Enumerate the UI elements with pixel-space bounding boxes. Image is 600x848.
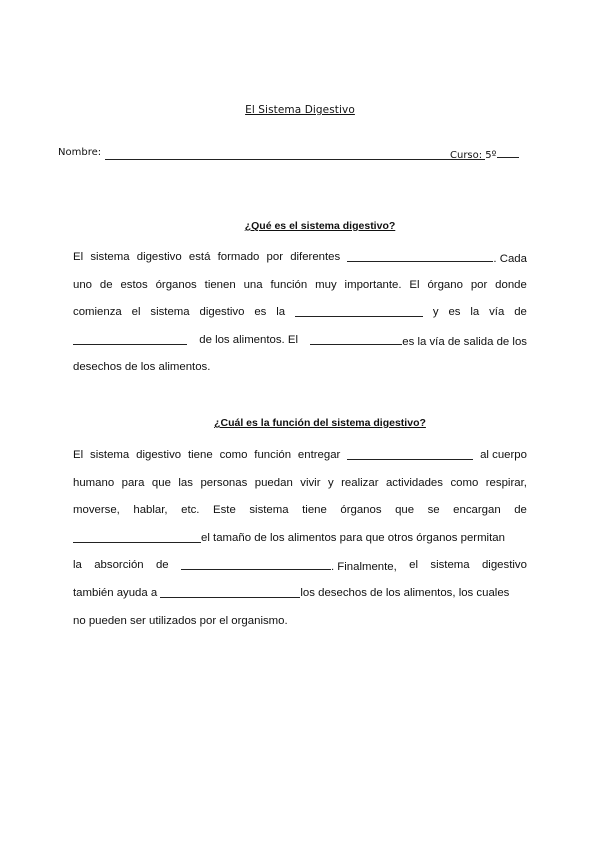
fill-in-blank[interactable]	[181, 558, 331, 570]
word: por	[470, 278, 488, 291]
word: vía	[489, 306, 505, 319]
word: puedan	[254, 476, 293, 489]
word: órgano	[427, 278, 463, 291]
word: comienza	[73, 306, 122, 319]
fill-in-blank[interactable]	[73, 531, 201, 543]
word: uno	[73, 278, 93, 291]
word: como	[450, 476, 479, 489]
word: estos	[120, 278, 148, 291]
word: absorción	[94, 559, 144, 572]
word: El	[73, 449, 84, 461]
word: se	[427, 504, 440, 517]
word: . Finalmente,	[330, 561, 397, 574]
word: que	[151, 476, 171, 489]
word: para	[121, 476, 145, 489]
word: tiene	[302, 504, 327, 517]
course-field	[450, 147, 519, 161]
word: función	[254, 449, 292, 461]
course-input-line[interactable]	[497, 147, 519, 158]
word: de los alimentos. El	[199, 333, 299, 346]
text-line	[73, 614, 527, 642]
section-heading-function: ¿Cuál es la función del sistema digestivo?	[214, 417, 426, 429]
word: diferentes	[290, 251, 341, 263]
word: sistema	[90, 449, 130, 461]
word: formado	[217, 251, 260, 263]
word: sistema	[249, 504, 289, 517]
word: no pueden ser utilizados por el organismo.	[73, 614, 288, 627]
word: como	[219, 449, 248, 461]
word: humano	[73, 476, 115, 489]
word: importante.	[344, 278, 402, 291]
word: personas	[200, 476, 248, 489]
text-line	[73, 531, 527, 559]
word: vivir	[300, 476, 321, 489]
word: hablar,	[133, 504, 168, 517]
text-line	[73, 278, 527, 306]
word: tienen	[204, 278, 236, 291]
word: sistema	[430, 559, 470, 572]
fill-in-blank[interactable]	[295, 305, 423, 317]
word: es	[254, 306, 267, 319]
word: muy	[315, 278, 337, 291]
word: es la vía de salida de los	[402, 335, 527, 348]
fill-in-blank[interactable]	[73, 333, 187, 345]
word: órganos	[340, 504, 382, 517]
word: está	[188, 251, 211, 263]
word: órganos	[155, 278, 197, 291]
word: sistema	[150, 306, 190, 319]
word: digestivo	[481, 559, 527, 572]
word: respirar,	[485, 476, 527, 489]
word: desechos de los alimentos.	[73, 361, 211, 374]
word: digestivo	[136, 251, 182, 263]
word: las	[178, 476, 193, 489]
word: etc.	[181, 504, 200, 517]
blank-with-tail	[181, 558, 397, 574]
word: de	[514, 504, 527, 517]
blank-with-tail	[347, 250, 527, 266]
text-line	[73, 558, 527, 586]
word: sistema	[90, 251, 130, 263]
word: El	[73, 251, 84, 263]
section-heading-what-is: ¿Qué es el sistema digestivo?	[244, 220, 396, 232]
word: de	[514, 306, 527, 319]
word: y	[432, 306, 439, 319]
word: moverse,	[73, 504, 120, 517]
word: encargan	[453, 504, 501, 517]
word: función	[270, 278, 308, 291]
word: de	[99, 278, 113, 291]
word: la	[470, 306, 480, 319]
word: digestivo	[199, 306, 245, 319]
student-info-row	[58, 147, 528, 165]
text-line	[73, 503, 527, 531]
word: también ayuda a	[73, 586, 158, 599]
fill-in-blank[interactable]	[160, 586, 300, 598]
document-title: El Sistema Digestivo	[245, 104, 355, 116]
word: de	[155, 559, 169, 572]
text-line	[73, 305, 527, 333]
text-line	[73, 476, 527, 504]
word: realizar	[341, 476, 379, 489]
word: es	[448, 306, 461, 319]
word: entregar	[297, 449, 341, 461]
fill-in-blank[interactable]	[310, 333, 402, 345]
fill-in-blank[interactable]	[347, 250, 493, 262]
word: donde	[495, 278, 527, 291]
word: una	[243, 278, 263, 291]
name-input-line[interactable]	[105, 159, 485, 160]
word: el tamaño de los alimentos para que otros órganos permitan	[201, 531, 505, 544]
fill-in-blank[interactable]	[347, 448, 473, 460]
text-line	[73, 586, 527, 614]
word: el	[409, 559, 419, 572]
text-line	[73, 448, 527, 476]
word: El	[409, 278, 420, 291]
word: la	[73, 559, 82, 572]
word: la	[276, 306, 286, 319]
blank-with-tail	[310, 333, 527, 349]
word: tiene	[187, 449, 213, 461]
word: por	[266, 251, 284, 263]
word: Este	[213, 504, 236, 517]
word: digestivo	[136, 449, 182, 461]
word: actividades	[385, 476, 443, 489]
name-label: Nombre:	[58, 147, 102, 158]
section1-paragraph	[73, 250, 527, 388]
word: que	[395, 504, 415, 517]
course-label: Curso: 5º	[450, 150, 497, 161]
word: y	[327, 476, 334, 489]
text-line	[73, 333, 527, 361]
word: los desechos de los alimentos, los cuales	[300, 586, 510, 599]
section2-paragraph	[73, 448, 527, 641]
word: el	[131, 306, 141, 319]
text-line	[73, 250, 527, 278]
word: . Cada	[493, 253, 527, 265]
text-line	[73, 360, 527, 388]
word: al cuerpo	[480, 449, 527, 461]
